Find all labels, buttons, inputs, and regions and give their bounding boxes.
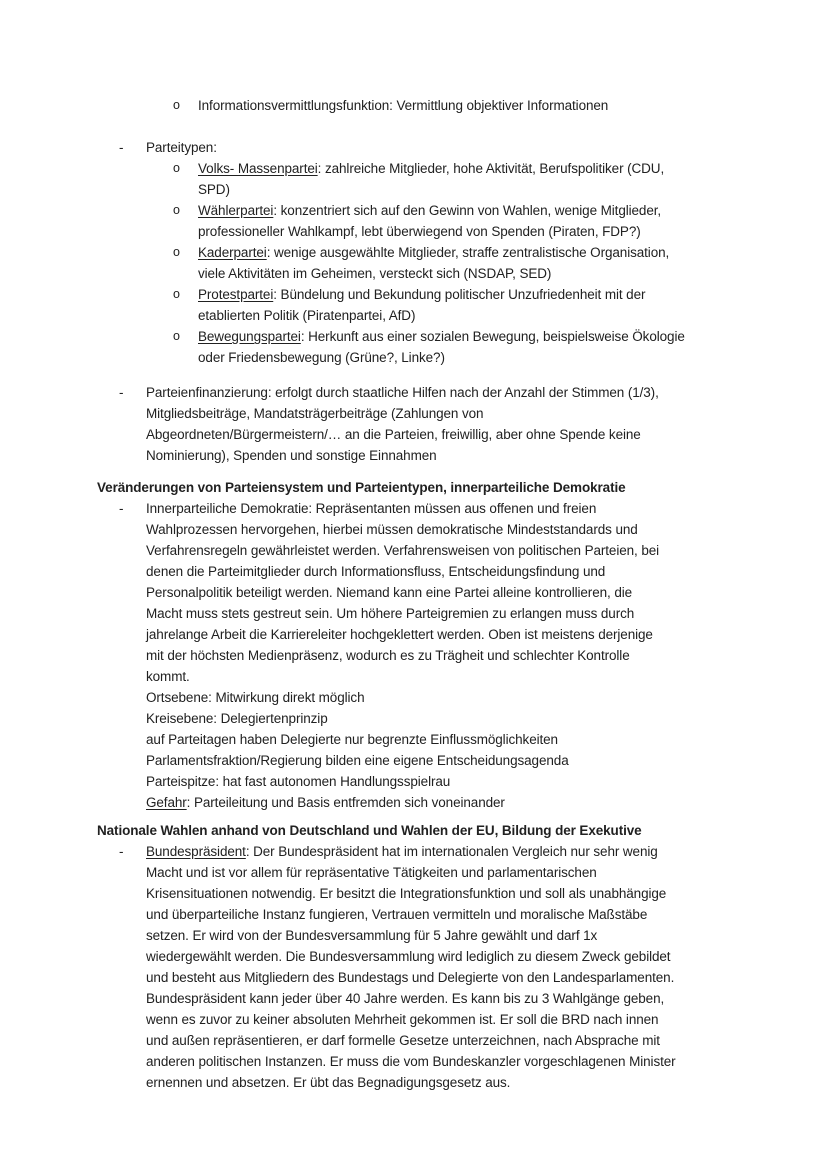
section-heading [97,477,828,498]
bullet-marker: o [173,203,180,217]
text-line [146,382,828,403]
text-segment: : konzentriert sich auf den Gewinn von Wahlen, wenige Mitglieder, [273,203,662,218]
text-line [146,771,828,792]
text-line [146,750,828,771]
text-line [146,792,828,813]
text-segment: wiedergewählt werden. Die Bundesversammlung wird lediglich zu diesem Zweck gebildet [146,949,671,964]
blank-line [0,466,828,477]
text-segment: SPD) [198,182,230,197]
text-segment: Parlamentsfraktion/Regierung bilden eine eigene Entscheidungsagenda [146,753,569,768]
text-line [198,158,828,179]
text-segment: Ortsebene: Mitwirkung direkt möglich [146,690,365,705]
text-segment: Wahlprozessen hervorgehen, hierbei müssen demokratische Mindeststandards und [146,522,638,537]
text-line [146,988,828,1009]
text-line [146,445,828,466]
text-segment: und außen repräsentieren, er darf formelle Gesetze unterzeichnen, nach Absprache mit [146,1033,660,1048]
text-segment: Abgeordneten/Bürgermeistern/… an die Parteien, freiwillig, aber ohne Spende keine [146,427,641,442]
text-line [146,424,828,445]
text-segment: setzen. Er wird von der Bundesversammlung für 5 Jahre gewählt und darf 1x [146,928,598,943]
text-line [146,841,828,862]
text-segment: mit der höchsten Medienpräsenz, wodurch es zu Trägheit und schlechter Kontrolle [146,648,630,663]
text-segment: Veränderungen von Parteiensystem und Parteientypen, innerparteiliche Demokratie [97,480,626,495]
text-segment: Personalpolitik beteiligt werden. Niemand kann eine Partei alleine kontrollieren, die [146,585,633,600]
text-segment: Parteitypen: [146,140,217,155]
text-segment: wenn es zuvor zu keiner absoluten Mehrheit gekommen ist. Er soll die BRD nach innen [146,1012,659,1027]
text-line [146,624,828,645]
text-line [146,519,828,540]
text-segment: etablierten Politik (Piratenpartei, AfD) [198,308,416,323]
text-line [146,883,828,904]
list-item [173,95,828,116]
text-line [146,666,828,687]
text-segment: Macht und ist vor allem für repräsentative Tätigkeiten und parlamentarischen [146,865,597,880]
underlined-term: Wählerpartei [198,203,274,218]
bullet-marker: - [119,385,124,400]
text-segment: : Der Bundespräsident hat im internationalen Vergleich nur sehr wenig [245,844,658,859]
text-line [198,305,828,326]
text-segment: Mitgliedsbeiträge, Mandatsträgerbeiträge (Zahlungen von [146,406,484,421]
text-line [146,137,828,158]
text-segment: Innerparteiliche Demokratie: Repräsentanten müssen aus offenen und freien [146,501,597,516]
text-line [146,904,828,925]
bullet-marker: - [119,140,124,155]
text-segment: und überparteiliche Instanz fungieren, Vertrauen vermitteln und moralische Maßstäbe [146,907,648,922]
list-item [119,841,828,1093]
list-item [119,382,828,466]
text-line [146,946,828,967]
text-line [198,179,828,200]
text-line [198,242,828,263]
text-segment: : Bündelung und Bekundung politischer Unzufriedenheit mit der [273,287,646,302]
text-line [146,498,828,519]
underlined-term: Volks- Massenpartei [198,161,318,176]
list-item [173,284,828,326]
text-segment: Nominierung), Spenden und sonstige Einnahmen [146,448,437,463]
bullet-marker: - [119,501,124,516]
text-line [146,967,828,988]
text-line [97,820,828,841]
text-line [146,603,828,624]
text-segment: Bundespräsident kann jeder über 40 Jahre werden. Es kann bis zu 3 Wahlgänge geben, [146,991,665,1006]
text-segment: ernennen und absetzen. Er übt das Begnadigungsgesetz aus. [146,1075,511,1090]
text-line [146,1051,828,1072]
text-segment: viele Aktivitäten im Geheimen, versteckt sich (NSDAP, SED) [198,266,552,281]
list-item [173,158,828,200]
text-segment: anderen politischen Instanzen. Er muss die vom Bundeskanzler vorgeschlagenen Minister [146,1054,676,1069]
text-segment: Informationsvermittlungsfunktion: Vermittlung objektiver Informationen [198,98,609,113]
bullet-marker: o [173,245,180,259]
text-segment: Macht muss stets gestreut sein. Um höhere Parteigremien zu erlangen muss durch [146,606,635,621]
list-item [173,242,828,284]
text-segment: Nationale Wahlen anhand von Deutschland und Wahlen der EU, Bildung der Exekutive [97,823,642,838]
text-line [146,403,828,424]
text-line [146,582,828,603]
bullet-marker: o [173,329,180,343]
text-segment: professioneller Wahlkampf, lebt überwiegend von Spenden (Piraten, FDP?) [198,224,641,239]
underlined-term: Kaderpartei [198,245,267,260]
text-line [146,1072,828,1093]
text-line [198,221,828,242]
list-item [119,498,828,813]
underlined-term: Gefahr [146,795,187,810]
text-line [97,477,828,498]
blank-line [0,813,828,820]
text-segment: kommt. [146,669,190,684]
text-segment: : Parteileitung und Basis entfremden sich voneinander [186,795,505,810]
text-segment: : Herkunft aus einer sozialen Bewegung, beispielsweise Ökologie [300,329,685,344]
text-segment: Krisensituationen notwendig. Er besitzt die Integrationsfunktion und soll als unabhängige [146,886,667,901]
bullet-marker: - [119,844,124,859]
text-line [146,540,828,561]
list-item [173,326,828,368]
text-line [146,561,828,582]
text-segment: Parteienfinanzierung: erfolgt durch staatliche Hilfen nach der Anzahl der Stimmen (1/3), [146,385,659,400]
text-segment: und besteht aus Mitgliedern des Bundestags und Delegierte von den Landesparlamenten. [146,970,675,985]
text-segment: auf Parteitagen haben Delegierte nur begrenzte Einflussmöglichkeiten [146,732,558,747]
text-segment: : zahlreiche Mitglieder, hohe Aktivität, Berufspolitiker (CDU, [317,161,665,176]
text-segment: jahrelange Arbeit die Karriereleiter hochgeklettert werden. Oben ist meistens derjenige [146,627,653,642]
text-line [198,200,828,221]
blank-line [0,368,828,382]
text-line [146,1009,828,1030]
blank-line [0,116,828,137]
underlined-term: Bundespräsident [146,844,246,859]
text-line [146,687,828,708]
text-segment: Kreisebene: Delegiertenprinzip [146,711,328,726]
list-item [173,200,828,242]
document-content [0,95,828,1093]
text-segment: denen die Parteimitglieder durch Informationsfluss, Entscheidungsfindung und [146,564,606,579]
text-line [198,284,828,305]
bullet-marker: o [173,161,180,175]
text-line [146,1030,828,1051]
text-line [146,925,828,946]
text-segment: oder Friedensbewegung (Grüne?, Linke?) [198,350,445,365]
list-item [119,137,828,158]
text-segment: Verfahrensregeln gewährleistet werden. Verfahrensweisen von politischen Parteien, bei [146,543,660,558]
bullet-marker: o [173,98,180,112]
text-line [198,326,828,347]
text-line [146,729,828,750]
underlined-term: Bewegungspartei [198,329,301,344]
bullet-marker: o [173,287,180,301]
text-line [146,862,828,883]
text-segment: Parteispitze: hat fast autonomen Handlungsspielrau [146,774,451,789]
section-heading [97,820,828,841]
text-line [198,263,828,284]
text-line [146,708,828,729]
underlined-term: Protestpartei [198,287,274,302]
text-line [198,95,828,116]
text-line [198,347,828,368]
text-segment: : wenige ausgewählte Mitglieder, straffe zentralistische Organisation, [266,245,670,260]
text-line [146,645,828,666]
